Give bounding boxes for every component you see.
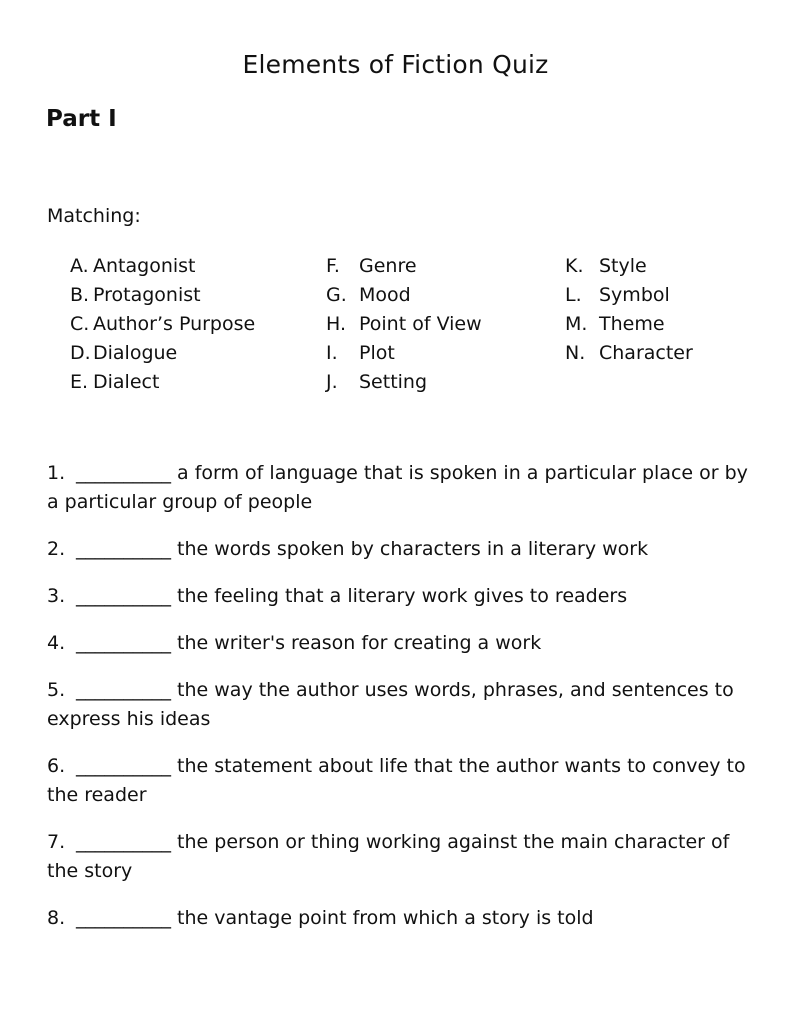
term-letter: E. [70, 371, 89, 393]
term-label: Mood [359, 284, 411, 306]
term-item [70, 339, 255, 368]
term-letter: K. [565, 255, 584, 277]
question-item [47, 535, 762, 564]
question-text: the way the author uses words, phrases, and sentences to express his ideas [47, 679, 734, 730]
term-item [326, 368, 482, 397]
question-number: 6. [47, 755, 66, 777]
term-label: Point of View [359, 313, 482, 335]
question-number: 5. [47, 679, 66, 701]
term-item [326, 252, 482, 281]
term-label: Genre [359, 255, 417, 277]
term-letter: N. [565, 342, 586, 364]
question-number: 2. [47, 538, 66, 560]
term-item [565, 339, 693, 368]
term-letter: G. [326, 284, 347, 306]
term-item [326, 310, 482, 339]
question-text: the person or thing working against the main character of the story [47, 831, 730, 882]
term-label: Antagonist [93, 255, 196, 277]
question-item [47, 904, 762, 933]
term-item [70, 368, 255, 397]
term-letter: F. [326, 255, 340, 277]
term-letter: A. [70, 255, 89, 277]
question-text: the writer's reason for creating a work [171, 632, 542, 654]
term-label: Plot [359, 342, 395, 364]
question-list [47, 459, 762, 951]
term-label: Author’s Purpose [93, 313, 256, 335]
question-number: 1. [47, 462, 66, 484]
term-label: Setting [359, 371, 428, 393]
answer-blank[interactable]: __________ [76, 679, 171, 701]
term-letter: B. [70, 284, 90, 306]
answer-blank[interactable]: __________ [76, 462, 171, 484]
question-item [47, 828, 762, 886]
term-item [326, 281, 482, 310]
section-label: Matching: [47, 205, 141, 227]
term-item [70, 310, 255, 339]
answer-blank[interactable]: __________ [76, 831, 171, 853]
term-item [565, 281, 693, 310]
question-item [47, 459, 762, 517]
term-label: Symbol [599, 284, 670, 306]
terms-column-1 [70, 252, 255, 397]
term-label: Style [599, 255, 647, 277]
term-item [565, 310, 693, 339]
term-letter: C. [70, 313, 90, 335]
question-item [47, 629, 762, 658]
terms-column-3 [565, 252, 693, 368]
question-number: 3. [47, 585, 66, 607]
term-item [326, 339, 482, 368]
term-label: Character [599, 342, 693, 364]
part-heading: Part I [46, 106, 117, 132]
answer-blank[interactable]: __________ [76, 538, 171, 560]
answer-blank[interactable]: __________ [76, 585, 171, 607]
answer-blank[interactable]: __________ [76, 907, 171, 929]
question-text: the vantage point from which a story is told [171, 907, 594, 929]
page-title: Elements of Fiction Quiz [242, 50, 549, 79]
term-letter: D. [70, 342, 91, 364]
term-label: Theme [599, 313, 665, 335]
term-letter: H. [326, 313, 346, 335]
question-text: the feeling that a literary work gives to readers [171, 585, 628, 607]
term-label: Dialogue [93, 342, 178, 364]
term-item [70, 252, 255, 281]
question-number: 8. [47, 907, 66, 929]
question-text: the statement about life that the author wants to convey to the reader [47, 755, 746, 806]
term-letter: L. [565, 284, 582, 306]
answer-blank[interactable]: __________ [76, 755, 171, 777]
question-text: a form of language that is spoken in a particular place or by a particular group of people [47, 462, 748, 513]
question-item [47, 676, 762, 734]
term-item [70, 281, 255, 310]
answer-blank[interactable]: __________ [76, 632, 171, 654]
question-text: the words spoken by characters in a literary work [171, 538, 649, 560]
question-item [47, 582, 762, 611]
question-item [47, 752, 762, 810]
terms-column-2 [326, 252, 482, 397]
question-number: 7. [47, 831, 66, 853]
term-label: Dialect [93, 371, 160, 393]
term-letter: I. [326, 342, 338, 364]
term-letter: J. [326, 371, 338, 393]
question-number: 4. [47, 632, 66, 654]
term-label: Protagonist [93, 284, 201, 306]
term-item [565, 252, 693, 281]
term-letter: M. [565, 313, 588, 335]
